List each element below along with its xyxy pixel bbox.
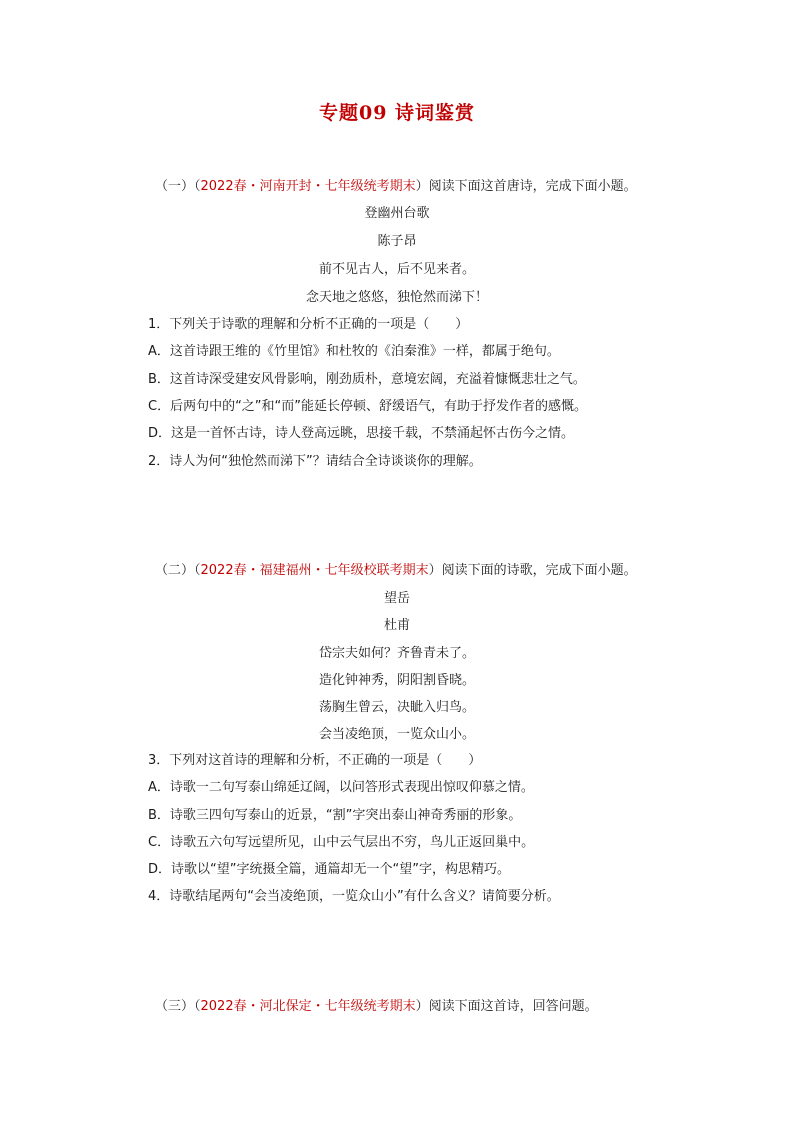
section-source: 2022春・河南开封・七年级统考期末: [200, 179, 416, 194]
poem-line: 念天地之悠悠，独怆然而涕下！: [305, 290, 488, 305]
page-title: 专题09 诗词鉴赏: [318, 102, 476, 124]
poem-line: 前不见古人，后不见来者。: [318, 262, 475, 277]
section-prefix: （二）（: [155, 563, 201, 578]
question-1: 1．下列关于诗歌的理解和分析不正确的一项是（ ）: [148, 317, 469, 332]
section-3-header: [155, 998, 598, 1016]
section-prefix: （三）（: [155, 999, 201, 1014]
question-3: 3．下列对这首诗的理解和分析，不正确的一项是（ ）: [148, 753, 482, 768]
section-prefix: （一）（: [155, 179, 201, 194]
question-2: 2．诗人为何“独怆然而涕下”？请结合全诗谈谈你的理解。: [148, 454, 482, 469]
option-d: D．诗歌以“望”字统摄全篇，通篇却无一个“望”字，构思精巧。: [148, 862, 510, 877]
poem-title: 登幽州台歌: [364, 206, 430, 221]
section-source: 2022春・福建福州・七年级校联考期末: [200, 563, 429, 578]
option-d: D．这是一首怀古诗，诗人登高远眺，思接千载，不禁涌起怀古伤今之情。: [148, 426, 575, 441]
option-b: B．这首诗深受建安风骨影响，刚劲质朴，意境宏阔，充溢着慷慨悲壮之气。: [148, 372, 586, 387]
option-a: A．诗歌一二句写泰山绵延辽阔，以问答形式表现出惊叹仰慕之情。: [148, 780, 534, 795]
poem-line: 荡胸生曾云，决眦入归鸟。: [318, 700, 475, 715]
section-instruction: ）阅读下面的诗歌，完成下面小题。: [428, 563, 637, 578]
poem-line: 造化钟神秀，阴阳割昏晓。: [318, 673, 475, 688]
question-4: 4．诗歌结尾两句“会当凌绝顶，一览众山小”有什么含义？请简要分析。: [148, 889, 560, 904]
poem-title: 望岳: [383, 591, 410, 606]
section-1-header: [155, 178, 637, 196]
poem-author: 陈子昂: [377, 234, 417, 249]
poem-line: 岱宗夫如何？齐鲁青未了。: [318, 646, 475, 661]
section-instruction: ）阅读下面这首唐诗，完成下面小题。: [415, 179, 637, 194]
option-c: C．后两句中的“之”和“而”能延长停顿、舒缓语气，有助于抒发作者的感慨。: [148, 399, 588, 414]
poem-line: 会当凌绝顶，一览众山小。: [318, 727, 475, 742]
section-2-header: [155, 562, 637, 580]
poem-author: 杜甫: [383, 618, 410, 633]
section-source: 2022春・河北保定・七年级统考期末: [200, 999, 416, 1014]
option-b: B．诗歌三四句写泰山的近景，“割”字突出泰山神奇秀丽的形象。: [148, 808, 522, 823]
option-c: C．诗歌五六句写远望所见，山中云气层出不穷，鸟儿正返回巢中。: [148, 835, 535, 850]
section-instruction: ）阅读下面这首诗，回答问题。: [415, 999, 598, 1014]
option-a: A．这首诗跟王维的《竹里馆》和杜牧的《泊秦淮》一样，都属于绝句。: [148, 344, 560, 359]
